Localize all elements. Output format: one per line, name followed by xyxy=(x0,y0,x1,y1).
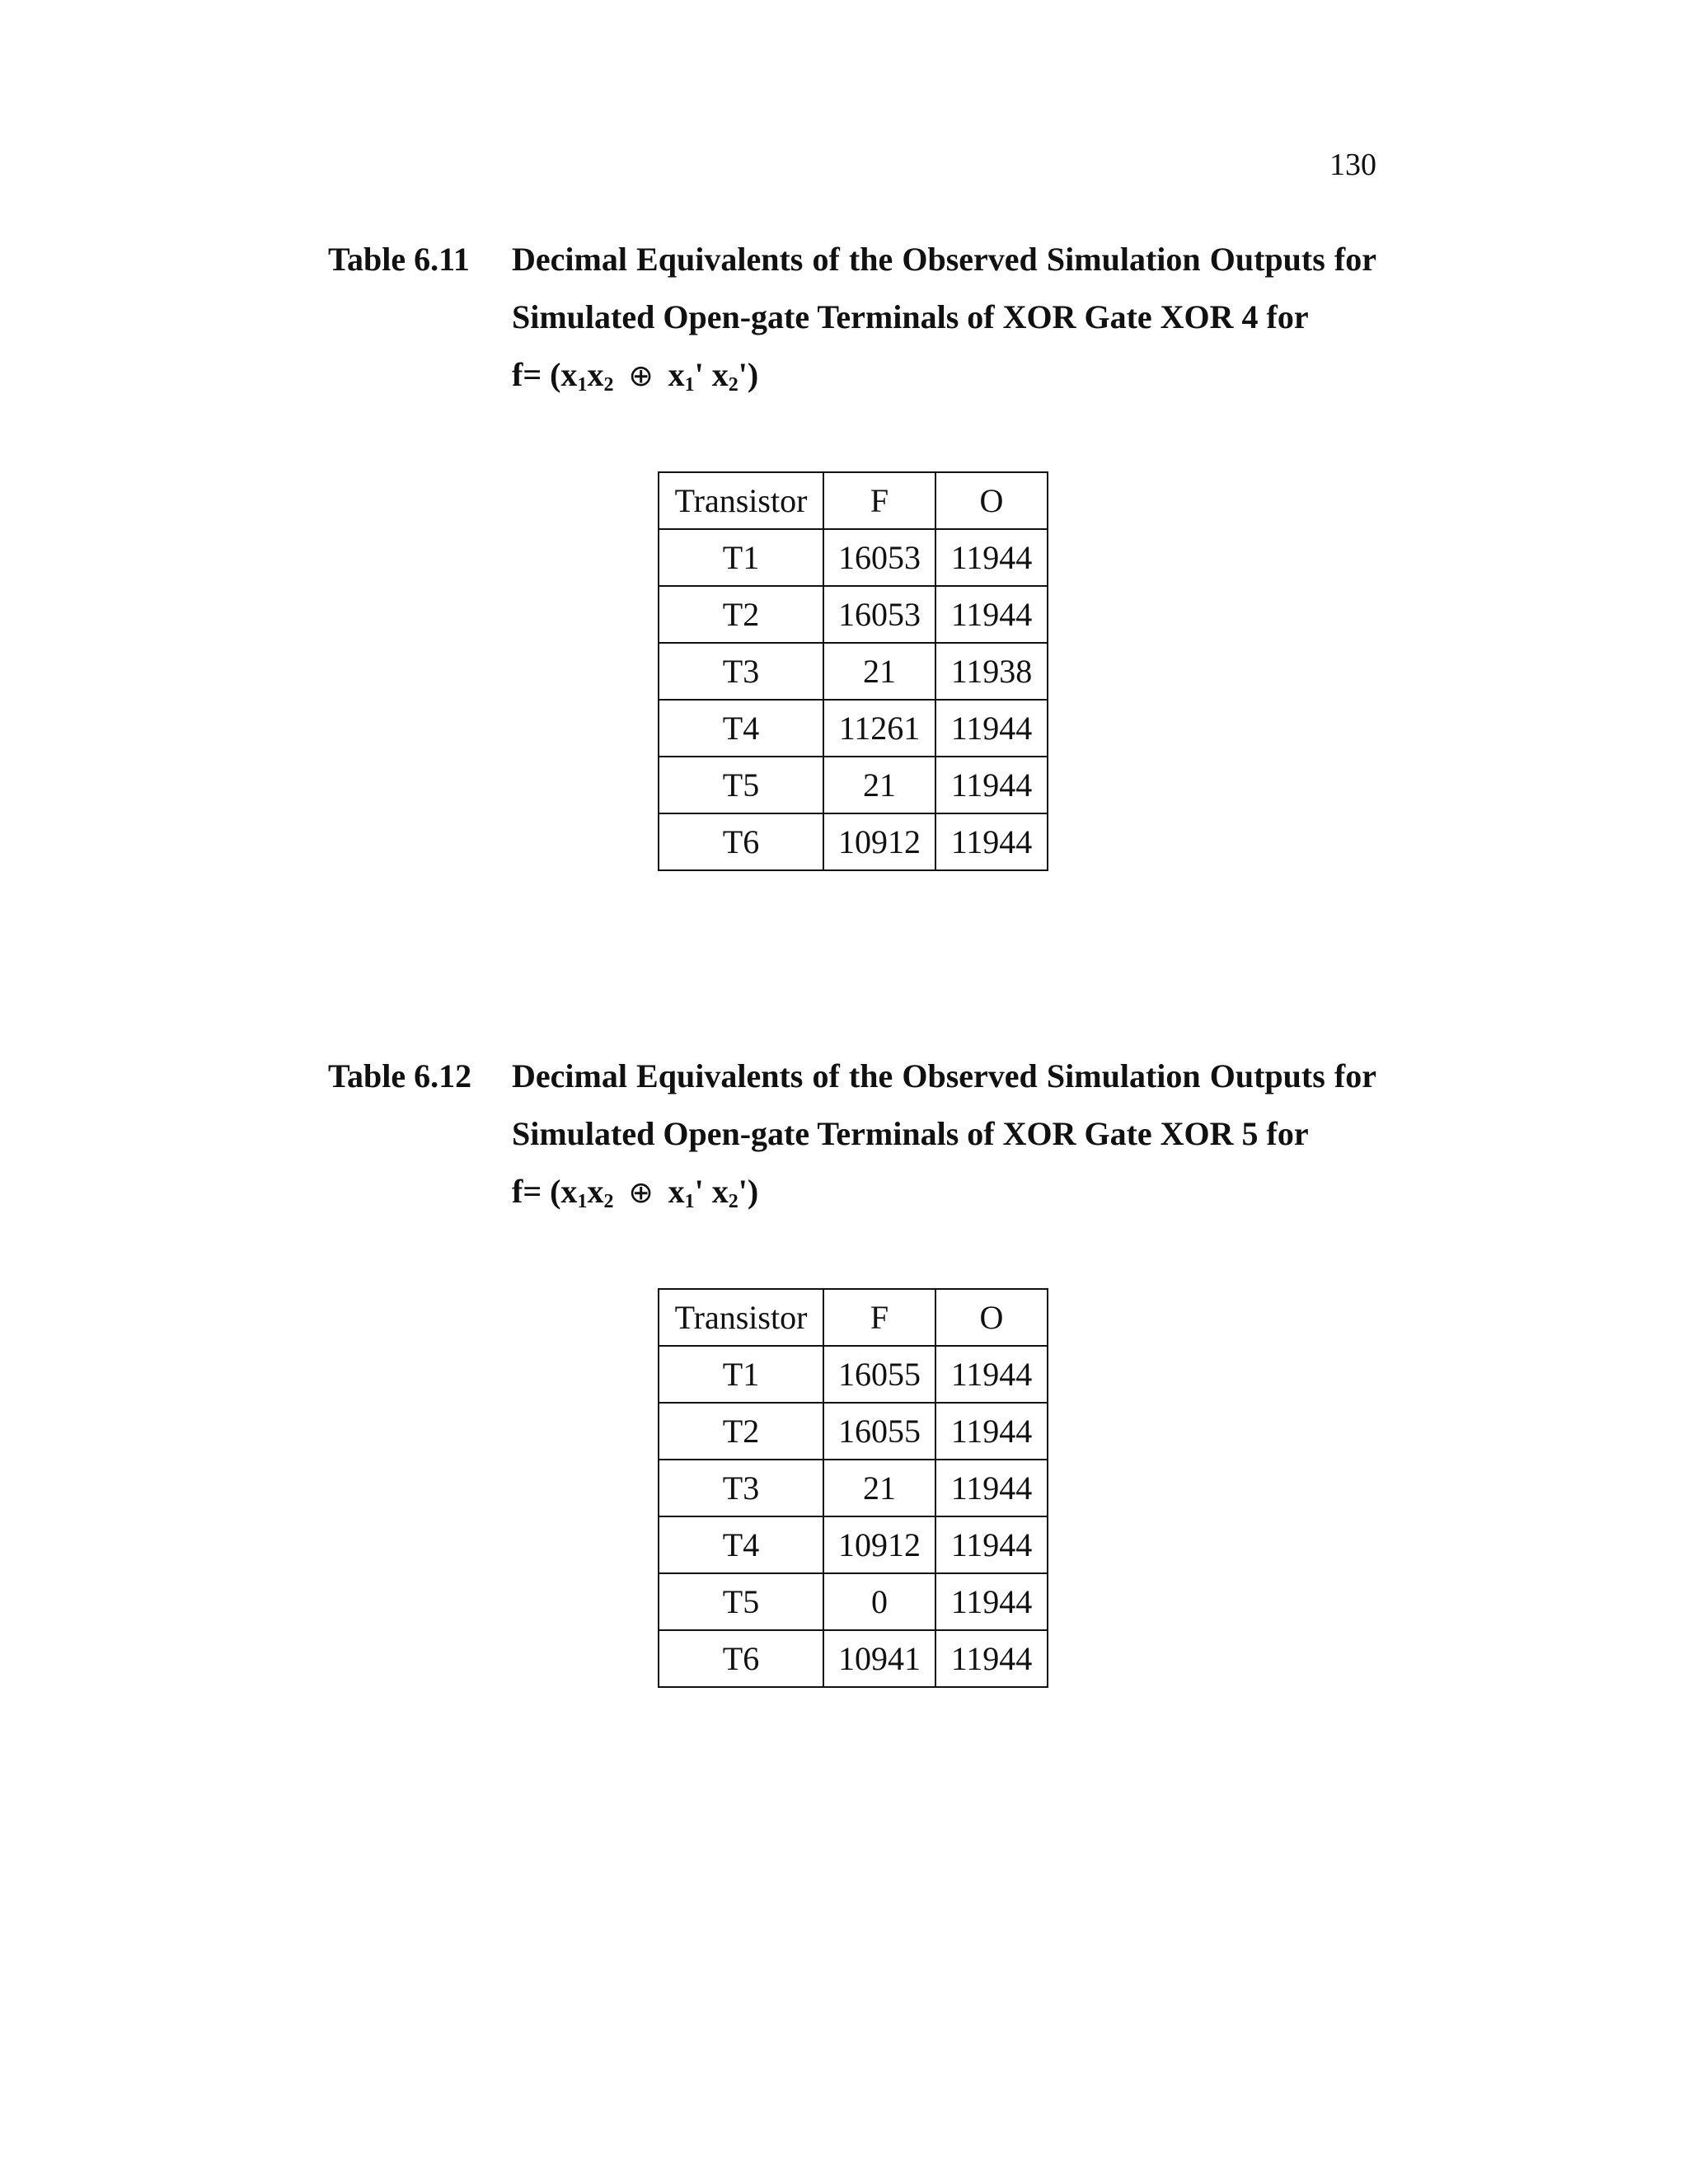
cell-f: 16055 xyxy=(823,1346,935,1403)
cell-f: 16055 xyxy=(823,1403,935,1460)
table-header-row xyxy=(659,472,1048,529)
table-row xyxy=(659,1346,1048,1403)
table-row xyxy=(659,1403,1048,1460)
cell-o: 11944 xyxy=(935,813,1048,870)
cell-f: 10912 xyxy=(823,1516,935,1573)
table-row xyxy=(659,1630,1048,1687)
cell-transistor: T1 xyxy=(659,529,823,586)
table-row xyxy=(659,700,1048,757)
cell-f: 16053 xyxy=(823,586,935,643)
header-f: F xyxy=(823,1289,935,1346)
table-row xyxy=(659,1573,1048,1630)
data-table-6-11 xyxy=(658,471,1048,871)
cell-transistor: T6 xyxy=(659,813,823,870)
header-transistor: Transistor xyxy=(659,472,823,529)
cell-o: 11944 xyxy=(935,1573,1048,1630)
cell-o: 11944 xyxy=(935,1516,1048,1573)
cell-o: 11944 xyxy=(935,1460,1048,1516)
cell-f: 21 xyxy=(823,643,935,700)
xor-symbol: ⊕ xyxy=(628,1176,654,1210)
caption-formula: $f= (x_1x_2$ ⊕ $x_1'$ $x_2'$) xyxy=(512,356,759,396)
cell-transistor: T4 xyxy=(659,700,823,757)
caption-text: Decimal Equivalents of the Observed Simulation Outputs for Simulated Open-gate Terminals of XOR Gate XOR 4 for xyxy=(512,241,1376,335)
cell-o: 11944 xyxy=(935,586,1048,643)
table-caption-6-12 xyxy=(328,1047,1376,1222)
cell-o: 11938 xyxy=(935,643,1048,700)
table-row xyxy=(659,813,1048,870)
cell-f: 16053 xyxy=(823,529,935,586)
cell-f: 21 xyxy=(823,757,935,813)
cell-f: 0 xyxy=(823,1573,935,1630)
header-transistor: Transistor xyxy=(659,1289,823,1346)
cell-f: 10941 xyxy=(823,1630,935,1687)
table-caption-6-11 xyxy=(328,231,1376,405)
cell-o: 11944 xyxy=(935,1403,1048,1460)
cell-transistor: T3 xyxy=(659,1460,823,1516)
cell-transistor: T3 xyxy=(659,643,823,700)
cell-f: 11261 xyxy=(823,700,935,757)
cell-f: 21 xyxy=(823,1460,935,1516)
cell-transistor: T2 xyxy=(659,586,823,643)
data-table-6-12 xyxy=(658,1288,1048,1688)
cell-o: 11944 xyxy=(935,700,1048,757)
table-row xyxy=(659,1460,1048,1516)
caption-text: Decimal Equivalents of the Observed Simulation Outputs for Simulated Open-gate Terminals of XOR Gate XOR 5 for xyxy=(512,1057,1376,1152)
cell-o: 11944 xyxy=(935,529,1048,586)
cell-o: 11944 xyxy=(935,1630,1048,1687)
cell-transistor: T1 xyxy=(659,1346,823,1403)
table-row xyxy=(659,643,1048,700)
header-o: O xyxy=(935,1289,1048,1346)
header-o: O xyxy=(935,472,1048,529)
table-row xyxy=(659,529,1048,586)
page-number: 130 xyxy=(1329,148,1376,182)
cell-o: 11944 xyxy=(935,757,1048,813)
cell-o: 11944 xyxy=(935,1346,1048,1403)
xor-symbol: ⊕ xyxy=(628,359,654,393)
table-row xyxy=(659,757,1048,813)
cell-transistor: T4 xyxy=(659,1516,823,1573)
header-f: F xyxy=(823,472,935,529)
cell-f: 10912 xyxy=(823,813,935,870)
table-header-row xyxy=(659,1289,1048,1346)
table-label: Table 6.11 xyxy=(328,241,470,278)
table-row xyxy=(659,1516,1048,1573)
table-label: Table 6.12 xyxy=(328,1057,472,1094)
caption-formula: $f= (x_1x_2$ ⊕ $x_1'$ $x_2'$) xyxy=(512,1173,759,1212)
cell-transistor: T6 xyxy=(659,1630,823,1687)
table-row xyxy=(659,586,1048,643)
cell-transistor: T5 xyxy=(659,757,823,813)
cell-transistor: T5 xyxy=(659,1573,823,1630)
cell-transistor: T2 xyxy=(659,1403,823,1460)
